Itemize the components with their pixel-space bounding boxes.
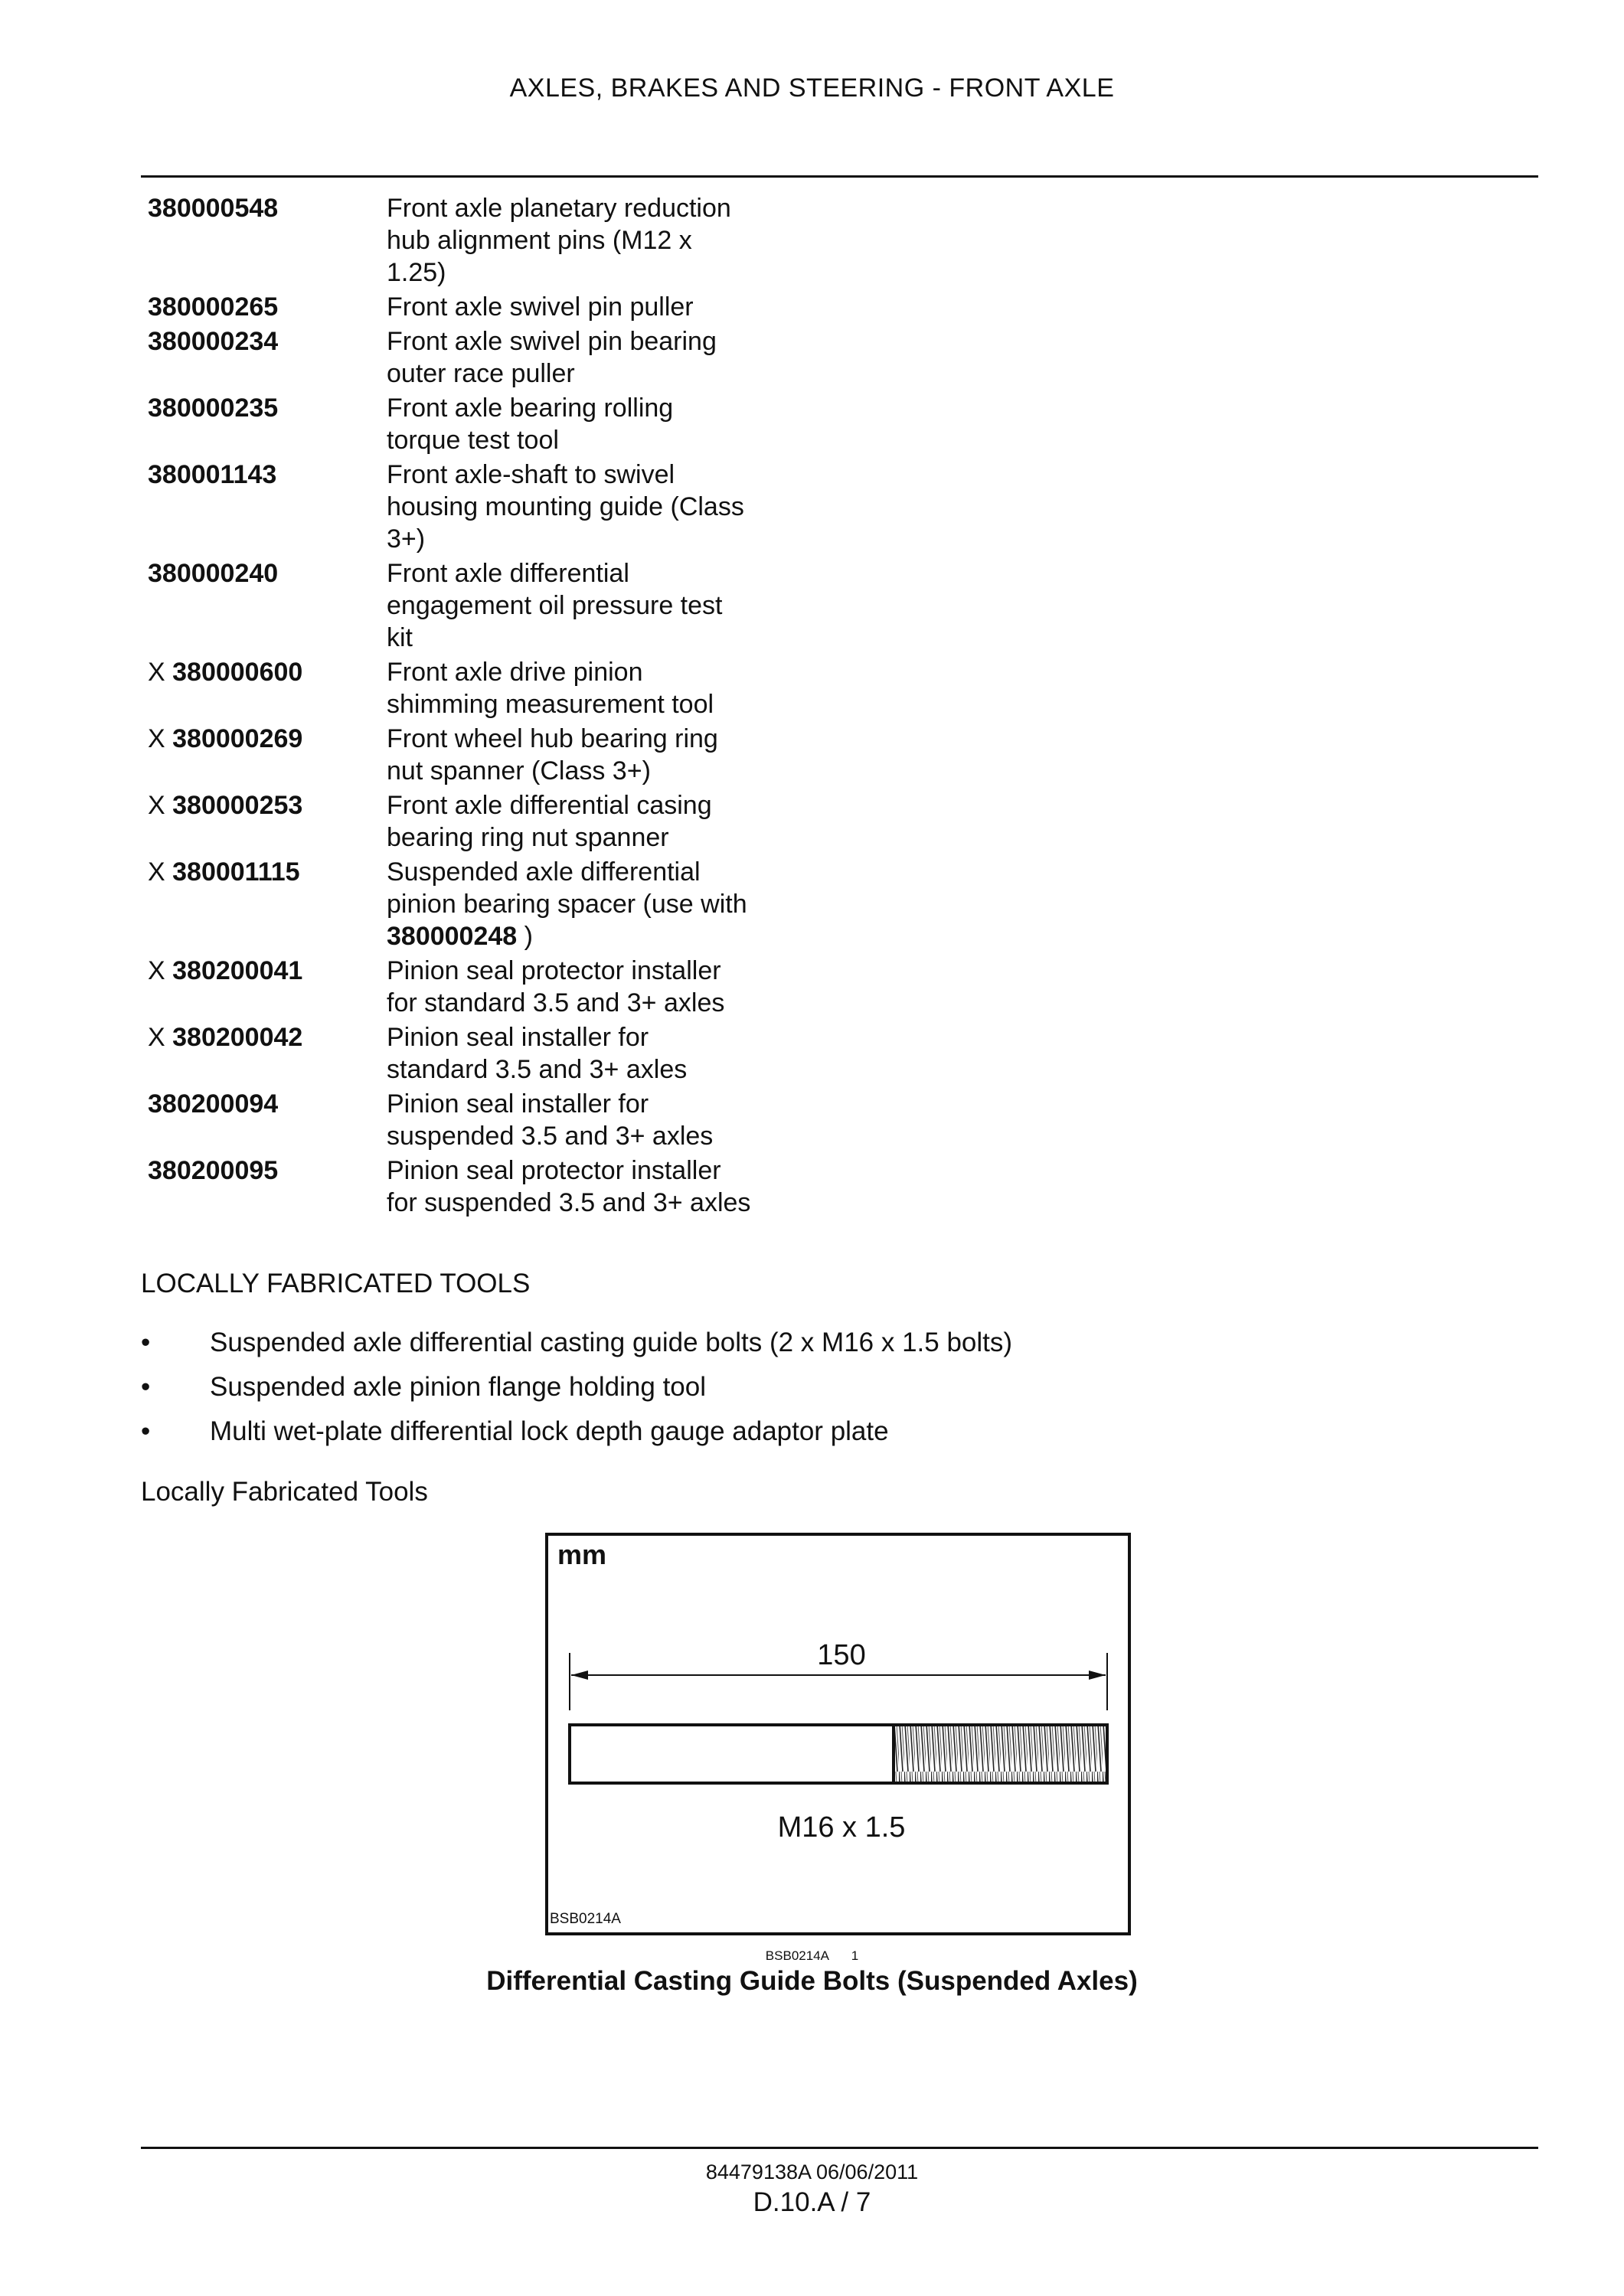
tool-code (148, 955, 387, 1019)
tool-code (148, 459, 387, 555)
tool-number: 380200041 (172, 956, 303, 985)
tool-row (148, 955, 913, 1019)
tool-prefix: X (148, 1023, 173, 1052)
tool-code (148, 192, 387, 289)
tool-description (387, 392, 754, 456)
tool-description-text: Suspended axle differential pinion bearing spacer (use with (387, 857, 747, 919)
tool-description-text: Front axle bearing rolling torque test tool (387, 394, 674, 455)
tool-code (148, 856, 387, 952)
special-tools-list (148, 192, 913, 1221)
tool-row (148, 656, 913, 720)
figure-number: 1 (851, 1948, 859, 1963)
tool-code (148, 789, 387, 854)
list-item (141, 1371, 1443, 1403)
tool-description (387, 459, 754, 555)
tool-number: 380000600 (172, 658, 303, 687)
bullet-marker: • (141, 1328, 151, 1357)
tool-code (148, 325, 387, 390)
tool-description (387, 1155, 754, 1219)
tool-description-text: Front axle-shaft to swivel housing mounting guide (Class 3+) (387, 460, 744, 554)
fabricated-tools-list (141, 1327, 1443, 1460)
tool-description (387, 557, 754, 654)
bolt-plain-shank (570, 1725, 894, 1783)
tool-row (148, 789, 913, 854)
tool-row (148, 723, 913, 787)
bolt-threaded-section (894, 1725, 1107, 1783)
tool-row (148, 1155, 913, 1219)
tool-prefix: X (148, 956, 173, 985)
fabricated-tools-caption: Locally Fabricated Tools (141, 1477, 428, 1507)
tool-description-text: Pinion seal installer for standard 3.5 and 3+ axles (387, 1023, 688, 1084)
tool-description-text: Pinion seal protector installer for standard 3.5 and 3+ axles (387, 956, 725, 1017)
tool-code (148, 392, 387, 456)
tool-prefix: X (148, 791, 173, 820)
tool-row (148, 291, 913, 323)
tool-row (148, 459, 913, 555)
tool-row (148, 392, 913, 456)
thread-spec-label: M16 x 1.5 (777, 1811, 906, 1844)
footer-page-number: D.10.A / 7 (753, 2187, 871, 2217)
tool-description-text: Front axle swivel pin bearing outer race puller (387, 327, 717, 388)
tool-description-text: Front wheel hub bearing ring nut spanner (Class 3+) (387, 724, 718, 785)
tool-code (148, 557, 387, 654)
tool-number: 380000265 (148, 292, 279, 322)
tool-number: 380000234 (148, 327, 279, 356)
tool-description (387, 789, 754, 854)
locally-fabricated-heading: LOCALLY FABRICATED TOOLS (141, 1269, 531, 1298)
tool-description (387, 1088, 754, 1152)
tool-number: 380000240 (148, 559, 279, 588)
header-rule (141, 175, 1538, 178)
tool-description-text: Front axle differential engagement oil pressure test kit (387, 559, 723, 652)
tool-code (148, 1155, 387, 1219)
tool-prefix: X (148, 658, 173, 687)
tool-number: 380000253 (172, 791, 303, 820)
list-item-text: Suspended axle pinion flange holding tool (210, 1372, 707, 1402)
footer-rule (141, 2147, 1538, 2149)
tool-code (148, 291, 387, 323)
figure-title: Differential Casting Guide Bolts (Suspended Axles) (486, 1966, 1138, 1996)
tool-description-text: Pinion seal installer for suspended 3.5 and 3+ axles (387, 1089, 714, 1151)
image-code: BSB0214A (550, 1911, 621, 1927)
tool-number: 380200095 (148, 1156, 279, 1185)
list-item (141, 1327, 1443, 1359)
tool-row (148, 325, 913, 390)
tool-description (387, 291, 754, 323)
tool-row (148, 1088, 913, 1152)
tool-code (148, 1021, 387, 1086)
tool-description-text: Front axle planetary reduction hub alignment pins (M12 x 1.25) (387, 194, 731, 287)
length-dimension-label: 150 (817, 1639, 866, 1671)
tool-code (148, 1088, 387, 1152)
tool-row (148, 557, 913, 654)
list-item-text: Multi wet-plate differential lock depth gauge adaptor plate (210, 1416, 889, 1446)
figure-reference (0, 1948, 1624, 1964)
tool-description-text: Front axle drive pinion shimming measurement tool (387, 658, 714, 719)
tool-row (148, 1021, 913, 1086)
tool-row (148, 856, 913, 952)
guide-bolt-drawing (545, 1533, 1131, 1935)
bullet-marker: • (141, 1372, 151, 1402)
tool-reference-number: 380000248 (387, 922, 518, 951)
tool-description-text: Front axle swivel pin puller (387, 292, 694, 322)
guide-bolt-figure (545, 1533, 1131, 1935)
footer-doc-reference: 84479138A 06/06/2011 (705, 2160, 919, 2183)
unit-label: mm (557, 1539, 607, 1570)
tool-number: 380200042 (172, 1023, 303, 1052)
tool-prefix: X (148, 724, 173, 753)
tool-description-text: ) (517, 922, 533, 951)
tool-number: 380001115 (172, 857, 300, 887)
tool-row (148, 192, 913, 289)
page-header-title: AXLES, BRAKES AND STEERING - FRONT AXLE (509, 73, 1115, 103)
tool-description-text: Pinion seal protector installer for suspended 3.5 and 3+ axles (387, 1156, 751, 1217)
tool-number: 380000235 (148, 394, 279, 423)
tool-number: 380000269 (172, 724, 303, 753)
tool-description (387, 856, 754, 952)
tool-prefix: X (148, 857, 173, 887)
tool-description (387, 1021, 754, 1086)
tool-number: 380200094 (148, 1089, 279, 1119)
figure-ref-code: BSB0214A (765, 1948, 829, 1963)
list-item (141, 1416, 1443, 1448)
tool-code (148, 723, 387, 787)
tool-number: 380000548 (148, 194, 279, 223)
tool-description (387, 955, 754, 1019)
bullet-marker: • (141, 1416, 151, 1446)
tool-description (387, 325, 754, 390)
tool-number: 380001143 (148, 460, 277, 489)
tool-description-text: Front axle differential casing bearing ring nut spanner (387, 791, 712, 852)
tool-code (148, 656, 387, 720)
tool-description (387, 656, 754, 720)
list-item-text: Suspended axle differential casting guide bolts (2 x M16 x 1.5 bolts) (210, 1328, 1013, 1357)
tool-description (387, 192, 754, 289)
tool-description (387, 723, 754, 787)
